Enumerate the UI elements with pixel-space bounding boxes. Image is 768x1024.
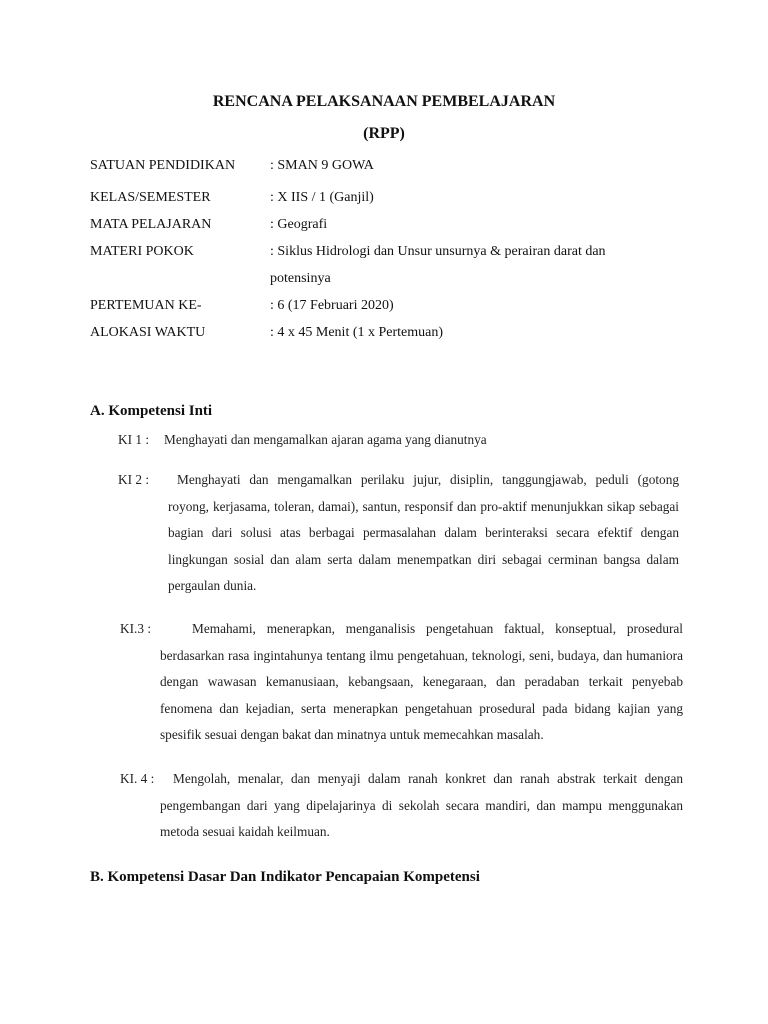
ki-label: KI 1 : bbox=[118, 432, 150, 447]
identity-value: : Siklus Hidrologi dan Unsur unsurnya & perairan darat dan potensinya bbox=[270, 244, 606, 286]
section-b-heading: B. Kompetensi Dasar Dan Indikator Pencapaian Kompetensi bbox=[90, 869, 480, 885]
ki-text: Memahami, menerapkan, menganalisis pengetahuan faktual, konseptual, prosedural berdasarkan rasa ingintahunya tentang ilmu pengetahuan, teknologi, seni, budaya, dan humaniora dengan wawasan kemanusiaan, kebangsaan, kenegaraan, dan peradaban terkait penyebab fenomena dan kejadian, serta menerapkan pengetahuan prosedural pada bidang kajian yang spesifik sesuai dengan bakat dan minatnya untuk memecahkan masalah. bbox=[160, 621, 683, 742]
identity-label: PERTEMUAN KE- bbox=[90, 298, 202, 313]
ki-label: KI 2 : bbox=[118, 472, 150, 487]
identity-label: ALOKASI WAKTU bbox=[90, 325, 206, 340]
identity-value: : 4 x 45 Menit (1 x Pertemuan) bbox=[270, 325, 444, 340]
document-title: RENCANA PELAKSANAAN PEMBELAJARAN bbox=[212, 93, 556, 110]
ki-label: KI. 4 : bbox=[120, 771, 155, 786]
identity-label: MATERI POKOK bbox=[90, 244, 194, 259]
identity-value: : X IIS / 1 (Ganjil) bbox=[270, 190, 374, 205]
section-a-heading: A. Kompetensi Inti bbox=[90, 403, 213, 419]
ki-text: Menghayati dan mengamalkan perilaku jujur, disiplin, tanggungjawab, peduli (gotong royong, kerjasama, toleran, damai), santun, responsif dan pro-aktif menunjukkan sikap sebagai bagian dari solusi atas berbagai permasalahan dalam berinteraksi secara efektif dengan lingkungan sosial dan alam serta dalam menempatkan diri sebagai cerminan bangsa dalam pergaulan dunia. bbox=[168, 472, 679, 593]
ki-label: KI.3 : bbox=[120, 621, 152, 636]
identity-value: : SMAN 9 GOWA bbox=[270, 158, 374, 173]
identity-value: : Geografi bbox=[270, 217, 328, 232]
ki-text: Menghayati dan mengamalkan ajaran agama yang dianutnya bbox=[164, 432, 487, 447]
ki-text: Mengolah, menalar, dan menyaji dalam ranah konkret dan ranah abstrak terkait dengan pengembangan dari yang dipelajarinya di sekolah secara mandiri, dan mampu menggunakan metoda sesuai kaidah keilmuan. bbox=[160, 771, 683, 839]
identity-label: SATUAN PENDIDIKAN bbox=[90, 158, 236, 173]
identity-value: : 6 (17 Februari 2020) bbox=[270, 298, 394, 313]
identity-label: MATA PELAJARAN bbox=[90, 217, 212, 232]
document-subtitle: (RPP) bbox=[363, 125, 405, 142]
identity-label: KELAS/SEMESTER bbox=[90, 190, 211, 205]
